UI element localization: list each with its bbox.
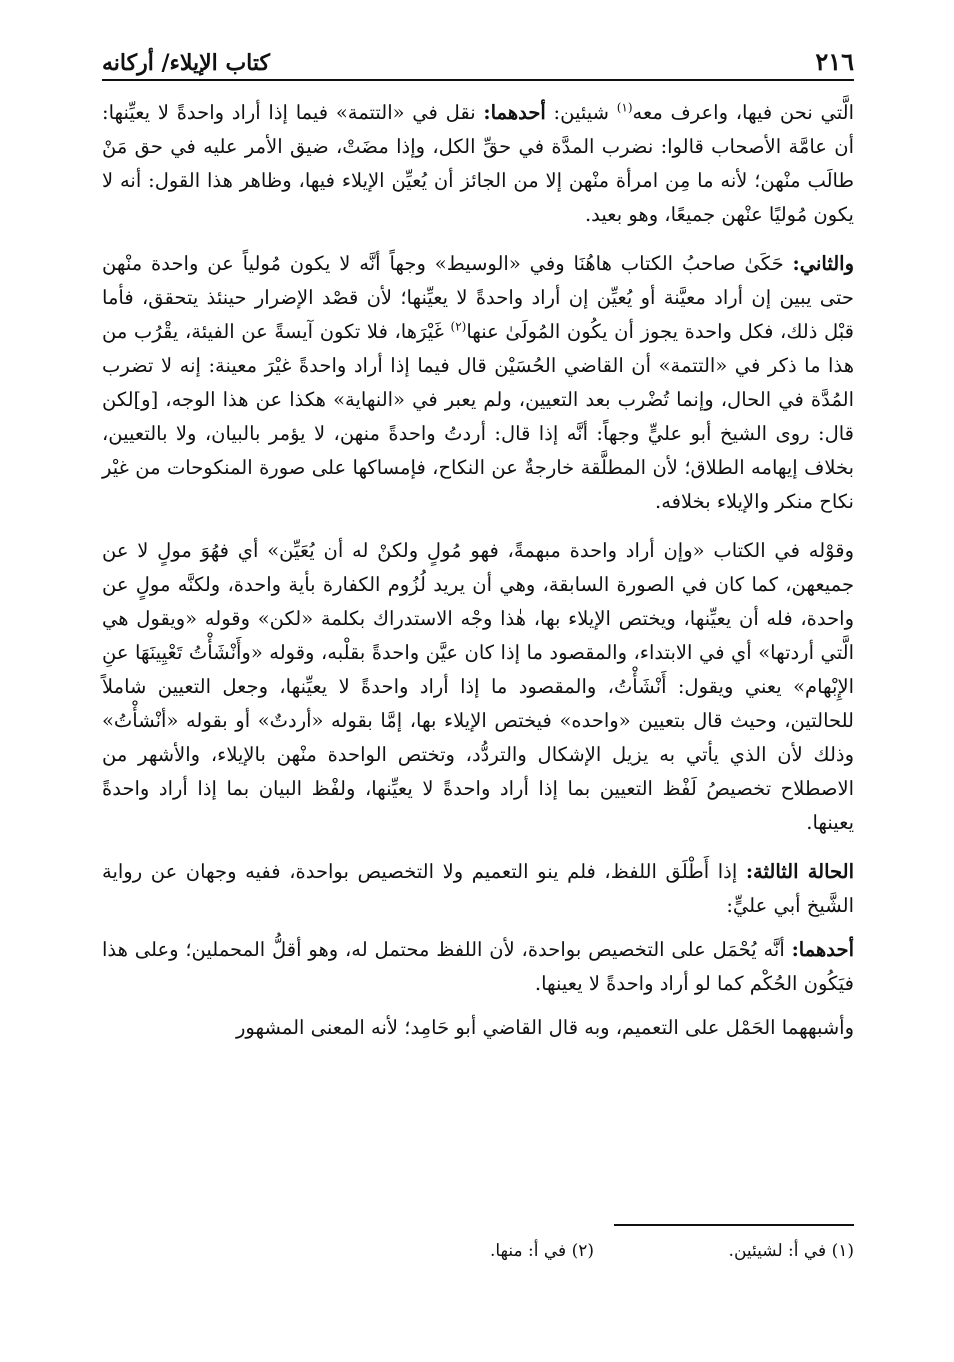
paragraph-5 [102, 933, 854, 1001]
paragraph-text: أنَّه يُحْمَل على التخصيص بواحدة، لأن اللفظ محتمل له، وهو أقلُّ المحملين؛ وعلى هذا فيَكُون الحُكْم كما لو أراد واحدةً لا يعينها. [102, 938, 854, 995]
header-rule [102, 79, 854, 81]
paragraph-text: نقل في «التتمة» فيما إذا أراد واحدةً لا يعيِّنها: أن عامَّة الأصحاب قالوا: نضرب المدَّة في حقِّ الكل، وإذا مضَتْ، ضيق الأمر عليه في حق مَنْ طالَب منْهن؛ لأنه ما مِن امرأة منْهن إلا من الجائز أن يُعيِّن الإيلاء فيها، وظاهر هذا القول: أنه لا يكون مُوليًا عنْهن جميعًا، وهو بعيد. [102, 101, 854, 226]
paragraph-text: إذا أَطْلَق اللفظ، فلم ينو التعميم ولا التخصيص بواحدة، ففيه وجهان عن رواية الشَّيخ أبي عليٍّ: [102, 860, 854, 917]
paragraph-3 [102, 534, 854, 840]
page-number: ٢١٦ [815, 47, 854, 76]
paragraph-lead: أحدهما: [791, 938, 854, 961]
footnote-2: (٢) في أ: منها. [489, 1241, 594, 1261]
footnote-ref-2: (٢) [450, 319, 467, 334]
paragraph-lead: والثاني: [792, 252, 854, 275]
paragraph-text: وقوْله في الكتاب «وإن أراد واحدة مبهمةً، فهو مُولٍ ولكنْ له أن يُعَيِّن» أي فهُوَ مولٍ لا عن جميعهن، كما كان في الصورة السابقة، وهي أن يريد لُزُوم الكفارة بأية واحدة، ولكنَّه مولٍ عن واحدة، فله أن يعيِّنها، ويختص الإيلاء بها، هٰذا وجْه الاستدراك بكلمة «لكن» وقوله «ويقول هي الَّتي أردتها» أي في الابتداء، والمقصود ما إذا كان عيَّن واحدةً بقلْبه، وقوله «وأَنْشَأْتُ تَعْيِينَهَا عنِ الإِبْهام» يعني ويقول: أَنْشَأْتُ، والمقصود ما إذا أراد واحدةً لا يعيِّنها، وجعل التعيين شاملاً للحالتين، وحيث قال بتعيين «واحده» فيختص الإيلاء بها، إمَّا بقوله «أردتٌ» أو بقوله «أنْشأْتُ» وذلك لأن الذي يأتي به يزيل الإشكال والتردُّد، وتختص الواحدة منْهن بالإيلاء، والأشهر من الاصطلاح تخصيصُ لَفْظ التعيين بما إذا أراد واحدةً لا يعيِّنها، ولفْظ البيان بما إذا أراد واحدةً يعينها. [102, 539, 854, 834]
footnote-1: (١) في أ: لشيئين. [728, 1241, 854, 1261]
paragraph-text: وأشبههما الحَمْل على التعميم، وبه قال القاضي أبو حَامِد؛ لأنه المعنى المشهور [235, 1016, 854, 1039]
paragraph-text: حَكَىٰ صاحبُ الكتاب هاهُنَا وفي «الوسيط» وجهاً أنَّه لا يكون مُولياً عن واحدة منْهن حتى يبين إن أراد معيَّنة أو يُعيِّن إن أراد واحدةً لا يعيِّنها؛ لأن قصْد الإضرار حينئذ يتحقق، فأما قبْل ذلك، فكل واحدة يجوز أن يكُون المُولَىٰ عنها [102, 252, 855, 343]
paragraph-text: الَّتي نحن فيها، واعرف معه [632, 101, 854, 124]
paragraph-2 [102, 247, 854, 519]
footnote-rule [614, 1224, 854, 1226]
footnote-ref-1: (١) [616, 100, 633, 115]
paragraph-4 [102, 855, 854, 923]
paragraph-lead: الحالة الثالثة: [745, 860, 854, 883]
paragraph-1 [102, 96, 854, 232]
paragraph-text: غَيْرَها، فلا تكون آيسةً عن الفيئة، يقْرُب من هذا ما ذكر في «التتمة» أن القاضي الحُسَيْن قال فيما إذا أراد واحدةً غيْرَ معينة: إنه لا تضرب المُدَّة في الحال، وإنما تُضْرب بعد التعيين، ولم يعبر في «النهاية» هكذا عن هذا الوجه، [و]لكن قال: روى الشيخ أبو عليٍّ وجهاً: أنَّه إذا قال: أردتُ واحدةً منهن، لا يؤمر بالبيان، ولا بالتعيين، بخلاف إيهامه الطلاق؛ لأن المطلَّقة خارجةٌ عن النكاح، فإمساكها على صورة المنكوحات من غيْر نكاح منكر والإيلاء بخلافه. [102, 320, 854, 513]
paragraph-lead: أحدهما: [483, 101, 546, 124]
footnotes [102, 1236, 854, 1266]
paragraph-text: شيئين: [545, 101, 617, 124]
paragraph-6 [102, 1011, 854, 1045]
main-text [102, 96, 854, 1060]
page-header [102, 40, 854, 76]
running-title: كتاب الإيلاء/ أركانه [102, 50, 270, 76]
